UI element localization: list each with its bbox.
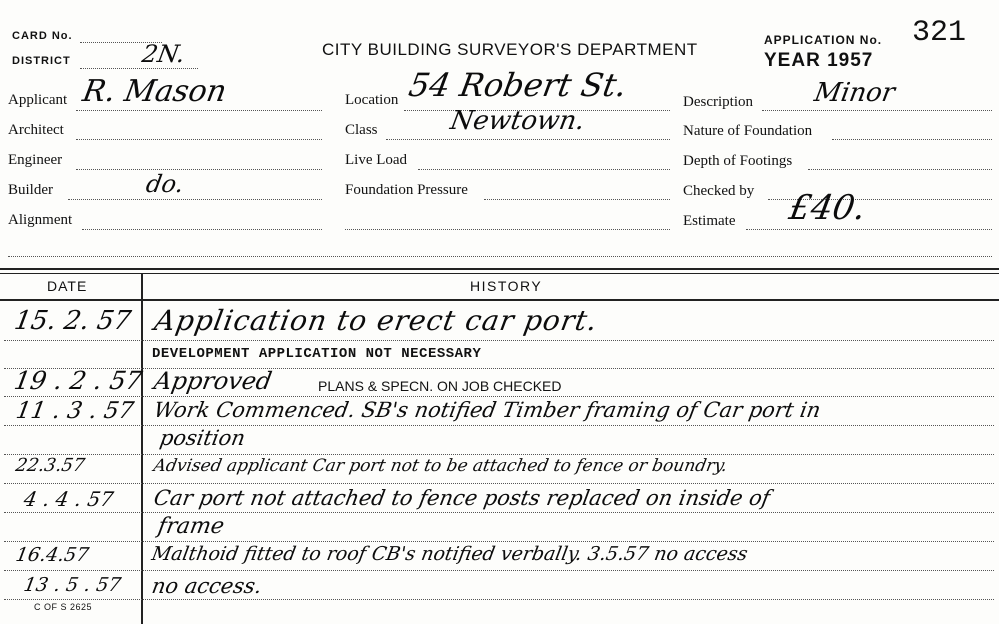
entry-7-text: Car port not attached to fence posts replaced on inside of <box>152 486 772 510</box>
entry-7-date: 4 . 4 . 57 <box>22 487 116 511</box>
builder-value: do. <box>144 170 186 198</box>
depth-of-footings-line <box>808 169 992 170</box>
entry-9-date: 16.4.57 <box>14 544 91 566</box>
live-load-label: Live Load <box>345 152 408 168</box>
engineer-label: Engineer <box>8 152 63 168</box>
row-line-10 <box>4 599 994 600</box>
engineer-line <box>76 169 322 170</box>
entry-1-date: 15. 2. 57 <box>12 306 134 336</box>
foundation-pressure-line <box>484 199 670 200</box>
description-label: Description <box>683 94 753 110</box>
architect-label: Architect <box>8 122 64 138</box>
depth-of-footings-label: Depth of Footings <box>683 153 793 169</box>
table-top-rule <box>0 268 999 270</box>
estimate-label: Estimate <box>683 213 736 229</box>
entry-3-stamp: PLANS & SPECN. ON JOB CHECKED <box>318 378 562 394</box>
applicant-label: Applicant <box>8 92 68 108</box>
location-value: 54 Robert St. <box>406 66 630 104</box>
entry-5-text: position <box>158 426 248 450</box>
district-line <box>80 68 198 69</box>
entry-6-date: 22.3.57 <box>14 455 87 476</box>
entry-1-text: Application to erect car port. <box>152 304 601 337</box>
entry-6-text: Advised applicant Car port not to be attached to fence or boundry. <box>152 456 729 476</box>
class-value: Newtown. <box>448 106 588 136</box>
district-value: 2N. <box>140 40 188 68</box>
application-no-label: APPLICATION No. <box>764 33 883 47</box>
applicant-line <box>76 110 322 111</box>
entry-3-date: 19 . 2 . 57 <box>12 366 145 395</box>
architect-line <box>76 139 322 140</box>
year-label: YEAR 1957 <box>764 50 874 71</box>
row-line-3 <box>4 396 994 397</box>
row-line-6 <box>4 483 994 484</box>
row-line-9 <box>4 570 994 571</box>
estimate-line <box>746 229 992 230</box>
class-label: Class <box>345 122 378 138</box>
entry-2-stamp: DEVELOPMENT APPLICATION NOT NECESSARY <box>152 346 482 362</box>
entry-3-text: Approved <box>152 367 275 395</box>
table-top-rule-inner <box>0 273 999 274</box>
alignment-label: Alignment <box>8 212 73 228</box>
entry-10-date: 13 . 5 . 57 <box>22 574 123 596</box>
history-column-header: HISTORY <box>470 278 543 294</box>
row-line-8 <box>4 541 994 542</box>
middle-blank-line <box>345 229 670 230</box>
date-column-divider <box>141 273 143 624</box>
builder-line <box>68 199 322 200</box>
entry-8-text: frame <box>156 514 227 539</box>
entry-4-date: 11 . 3 . 57 <box>14 398 136 424</box>
entry-9-text: Malthoid fitted to roof CB's notified verbally. 3.5.57 no access <box>150 543 750 565</box>
estimate-value: £40. <box>786 188 869 228</box>
foundation-pressure-label: Foundation Pressure <box>345 182 468 198</box>
location-label: Location <box>345 92 399 108</box>
class-line <box>386 139 670 140</box>
row-line-1 <box>4 340 994 341</box>
table-header-rule <box>0 299 999 301</box>
date-column-header: DATE <box>47 278 88 294</box>
row-line-5 <box>4 454 994 455</box>
district-label: DISTRICT <box>12 55 71 67</box>
description-value: Minor <box>812 78 898 108</box>
checked-by-label: Checked by <box>683 183 755 199</box>
nature-of-foundation-label: Nature of Foundation <box>683 123 813 139</box>
row-line-4 <box>4 425 994 426</box>
row-line-2 <box>4 368 994 369</box>
builder-label: Builder <box>8 182 53 198</box>
applicant-value: R. Mason <box>80 74 230 109</box>
header-bottom-dotted-line <box>8 256 992 257</box>
entry-4-text: Work Commenced. SB's notified Timber framing of Car port in <box>152 398 823 422</box>
row-line-7 <box>4 512 994 513</box>
card-no-label: CARD No. <box>12 30 73 42</box>
application-no-value: 321 <box>912 16 967 50</box>
entry-10-text: no access. <box>150 574 264 598</box>
nature-of-foundation-line <box>832 139 992 140</box>
department-title: CITY BUILDING SURVEYOR'S DEPARTMENT <box>322 40 698 59</box>
alignment-line <box>82 229 322 230</box>
form-code: C OF S 2625 <box>34 602 93 612</box>
description-line <box>762 110 992 111</box>
live-load-line <box>418 169 670 170</box>
